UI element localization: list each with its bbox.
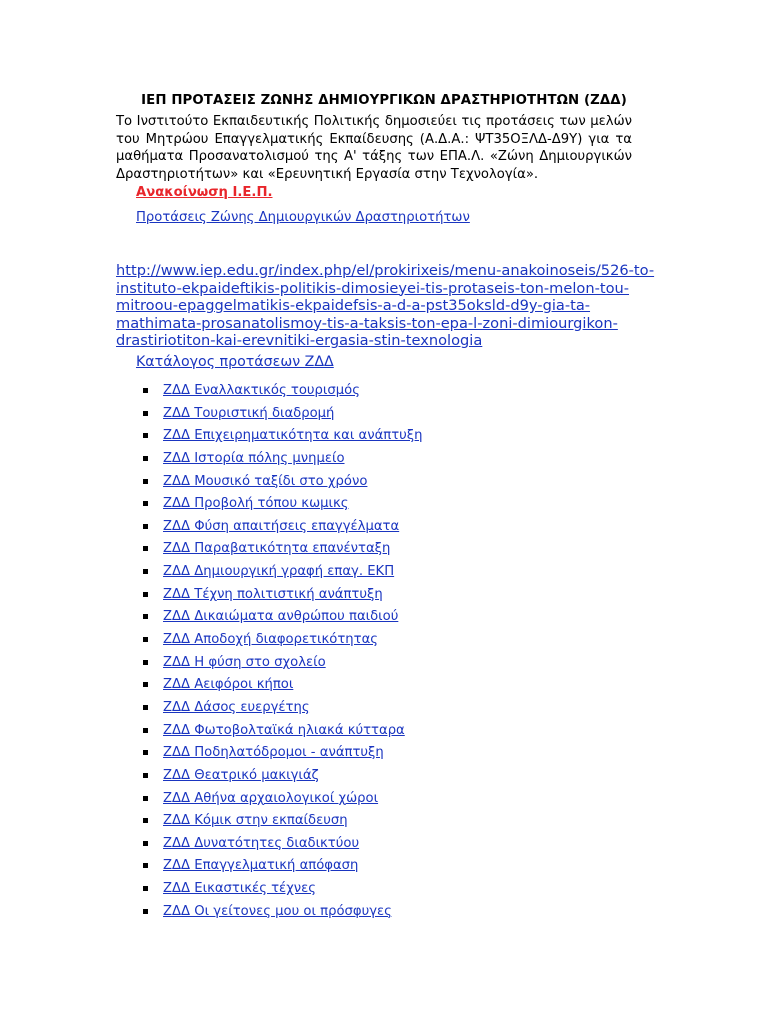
bullet-icon (143, 614, 148, 619)
list-item (0, 471, 768, 494)
zdd-item-link[interactable]: ΖΔΔ Κόμικ στην εκπαίδευση (163, 813, 348, 829)
zdd-item-link[interactable]: ΖΔΔ Αποδοχή διαφορετικότητας (163, 632, 379, 648)
list-item (0, 855, 768, 878)
list-item (0, 720, 768, 743)
announcement-link[interactable]: Ανακοίνωση Ι.Ε.Π. (136, 185, 273, 200)
proposals-link[interactable]: Προτάσεις Ζώνης Δημιουργικών Δραστηριοτήτων (136, 210, 470, 225)
zdd-item-link[interactable]: ΖΔΔ Αειφόροι κήποι (163, 677, 294, 693)
zdd-item-link[interactable]: ΖΔΔ Επαγγελματική απόφαση (163, 858, 359, 874)
zdd-proposal-list (0, 380, 768, 923)
zdd-item-link[interactable]: ΖΔΔ Μουσικό ταξίδι στο χρόνο (163, 473, 368, 489)
bullet-icon (143, 569, 148, 574)
zdd-item-link[interactable]: ΖΔΔ Ιστορία πόλης μνημείο (163, 450, 345, 466)
page-title: ΙΕΠ ΠΡΟΤΑΣΕΙΣ ΖΩΝΗΣ ΔΗΜΙΟΥΡΓΙΚΩΝ ΔΡΑΣΤΗΡΙΟΤΗΤΩΝ (ΖΔΔ) (141, 93, 627, 108)
bullet-icon (143, 841, 148, 846)
bullet-icon (143, 796, 148, 801)
bullet-icon (143, 886, 148, 891)
list-item (0, 561, 768, 584)
zdd-item-link[interactable]: ΖΔΔ Δάσος ευεργέτης (163, 699, 310, 715)
list-item (0, 403, 768, 426)
url-line: drastiriotiton-kai-erevnitiki-ergasia-stin-texnologia (116, 332, 483, 349)
list-item (0, 901, 768, 924)
bullet-icon (143, 728, 148, 733)
zdd-item-link[interactable]: ΖΔΔ Εικαστικές τέχνες (163, 881, 317, 897)
zdd-item-link[interactable]: ΖΔΔ Δημιουργική γραφή επαγ. ΕΚΠ (163, 564, 395, 580)
zdd-item-link[interactable]: ΖΔΔ Ποδηλατόδρομοι - ανάπτυξη (163, 745, 384, 761)
url-line: instituto-ekpaideftikis-politikis-dimosieyei-tis-protaseis-ton-melon-tou- (116, 279, 630, 297)
bullet-icon (143, 637, 148, 642)
catalog-link[interactable]: Κατάλογος προτάσεων ΖΔΔ (136, 354, 334, 370)
list-item (0, 742, 768, 765)
zdd-item-link[interactable]: ΖΔΔ Προβολή τόπου κωμικς (163, 496, 349, 512)
list-item (0, 788, 768, 811)
intro-paragraph: Το Ινστιτούτο Εκπαιδευτικής Πολιτικής δημοσιεύει τις προτάσεις των μελών του Μητρώου Επαγγελματικής Εκπαίδευσης (Α.Δ.Α.: ΨΤ35ΟΞΛΔ-Δ9Υ) για τα μαθήματα Προσανατολισμού της Α' τάξης των ΕΠΑ.Λ. «Ζώνη Δημιουργικών Δραστηριοτήτων» και «Ερευνητική Εργασία στην Τεχνολογία». (116, 114, 632, 182)
bullet-icon (143, 682, 148, 687)
zdd-item-link[interactable]: ΖΔΔ Επιχειρηματικότητα και ανάπτυξη (163, 428, 423, 444)
list-item (0, 652, 768, 675)
zdd-item-link[interactable]: ΖΔΔ Οι γείτονες μου οι πρόσφυγες (163, 903, 392, 919)
list-item (0, 878, 768, 901)
bullet-icon (143, 818, 148, 823)
bullet-icon (143, 546, 148, 551)
bullet-icon (143, 411, 148, 416)
bullet-icon (143, 501, 148, 506)
zdd-item-link[interactable]: ΖΔΔ Τέχνη πολιτιστική ανάπτυξη (163, 586, 383, 602)
zdd-item-link[interactable]: ΖΔΔ Παραβατικότητα επανένταξη (163, 541, 391, 557)
zdd-item-link[interactable]: ΖΔΔ Θεατρικό μακιγιάζ (163, 767, 319, 783)
zdd-item-link[interactable]: ΖΔΔ Τουριστική διαδρομή (163, 405, 335, 421)
bullet-icon (143, 660, 148, 665)
list-item (0, 538, 768, 561)
list-item (0, 833, 768, 856)
list-item (0, 425, 768, 448)
bullet-icon (143, 863, 148, 868)
list-item (0, 584, 768, 607)
zdd-item-link[interactable]: ΖΔΔ Δικαιώματα ανθρώπου παιδιού (163, 609, 399, 625)
bullet-icon (143, 909, 148, 914)
zdd-item-link[interactable]: ΖΔΔ Φωτοβολταϊκά ηλιακά κύτταρα (163, 722, 405, 738)
url-line: mitroou-epaggelmatikis-ekpaidefsis-a-d-a-pst35oksld-d9y-gia-ta- (116, 297, 591, 314)
bullet-icon (143, 479, 148, 484)
bullet-icon (143, 705, 148, 710)
list-item (0, 516, 768, 539)
list-item (0, 697, 768, 720)
url-line: http://www.iep.edu.gr/index.php/el/prokirixeis/menu-anakoinoseis/526-to- (116, 262, 655, 279)
list-item (0, 765, 768, 788)
bullet-icon (143, 388, 148, 393)
list-item (0, 674, 768, 697)
zdd-item-link[interactable]: ΖΔΔ Η φύση στο σχολείο (163, 654, 326, 670)
bullet-icon (143, 592, 148, 597)
zdd-item-link[interactable]: ΖΔΔ Εναλλακτικός τουρισμός (163, 383, 360, 398)
url-line: mathimata-prosanatolismoy-tis-a-taksis-ton-epa-l-zoni-dimiourgikon- (116, 314, 618, 332)
bullet-icon (143, 456, 148, 461)
bullet-icon (143, 773, 148, 778)
bullet-icon (143, 750, 148, 755)
zdd-item-link[interactable]: ΖΔΔ Φύση απαιτήσεις επαγγέλματα (163, 518, 400, 534)
list-item (0, 810, 768, 833)
bullet-icon (143, 433, 148, 438)
list-item (0, 629, 768, 652)
source-url-link[interactable] (116, 262, 656, 350)
list-item (0, 606, 768, 629)
zdd-item-link[interactable]: ΖΔΔ Δυνατότητες διαδικτύου (163, 835, 360, 851)
bullet-icon (143, 524, 148, 529)
list-item (0, 380, 768, 403)
list-item (0, 448, 768, 471)
zdd-item-link[interactable]: ΖΔΔ Αθήνα αρχαιολογικοί χώροι (163, 790, 379, 806)
list-item (0, 493, 768, 516)
